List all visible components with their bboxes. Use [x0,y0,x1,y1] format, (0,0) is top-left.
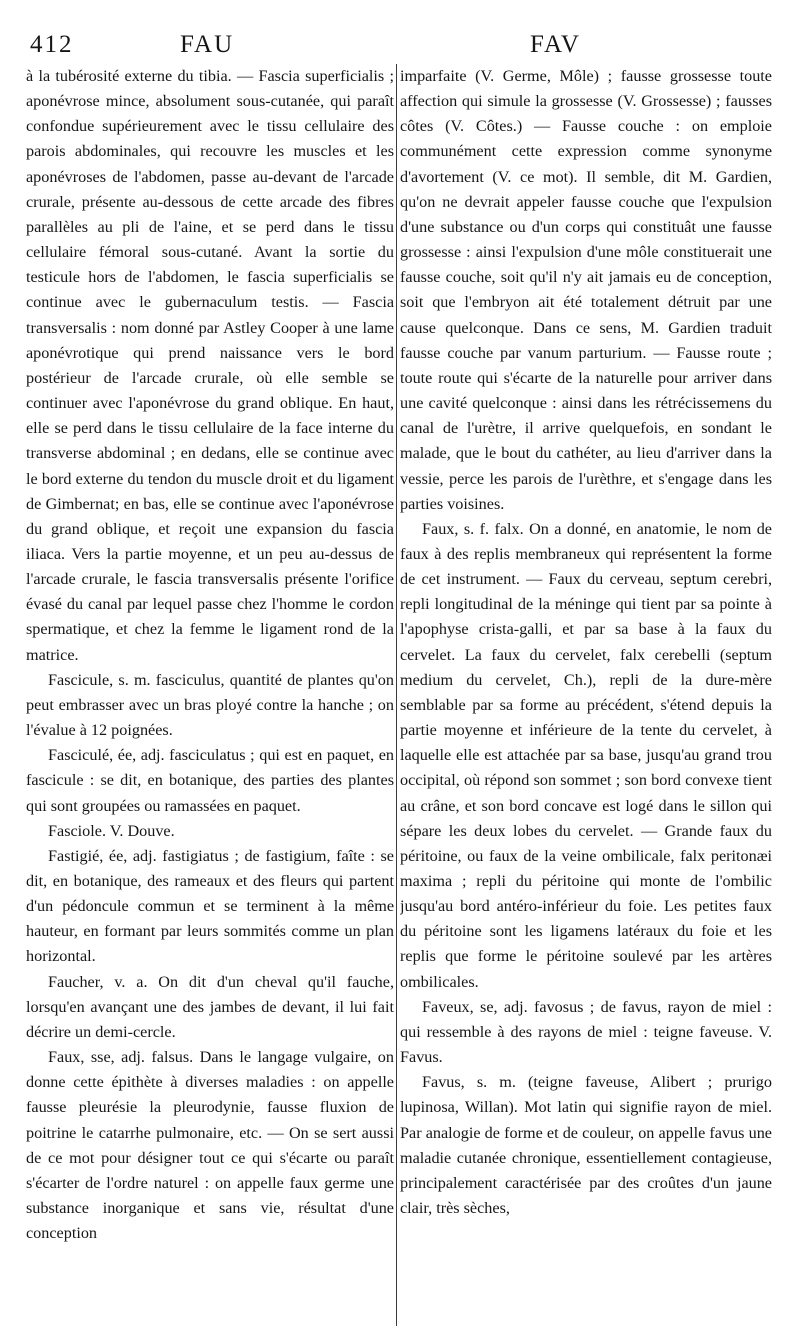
column-divider [396,64,397,1326]
entry-faux-adj-continued: imparfaite (V. Germe, Môle) ; fausse grossesse toute affection qui simule la grossesse (V. Grossesse) ; fausses côtes (V. Côtes.) — Fausse couche : on emploie communément cette expression comme synonyme d'avortement (V. ce mot). Il semble, dit M. Gardien, qu'on ne devrait appeler fausse couche que l'expulsion d'une substance ou d'un corps qui constituât une fausse grossesse : ainsi l'expulsion d'une môle constituerait une fausse couche, soit qu'il n'y ait jamais eu de conception, soit que l'embryon ait été totalement détruit par une cause quelconque. Dans ce sens, M. Gardien traduit fausse couche par vanum parturium. — Fausse route ; toute route qui s'écarte de la naturelle pour arriver dans une cavité quelconque : ainsi dans les rétrécissemens du canal de l'urètre, il arrive quelquefois, en sondant le malade, que le bout du cathéter, au lieu d'arriver dans la vessie, perce les parois de l'urèthre, et s'engage dans les parties voisines. [400,67,772,513]
entry-faveux: Faveux, se, adj. favosus ; de favus, rayon de miel : qui ressemble à des rayons de miel : teigne faveuse. V. Favus. [400,997,772,1067]
entry-faucher: Faucher, v. a. On dit d'un cheval qu'il fauche, lorsqu'en avançant une des jambes de devant, il lui fait décrire un demi-cercle. [26,972,394,1041]
entry-favus: Favus, s. m. (teigne faveuse, Alibert ; prurigo lupinosa, Willan). Mot latin qui signifie rayon de miel. Par analogie de forme et de couleur, on appelle favus une maladie cutanée chronique, essentiellement contagieuse, principalement caractérisée par des croûtes d'un jaune clair, très sèches, [400,1073,772,1218]
entry-faux-noun: Faux, s. f. falx. On a donné, en anatomie, le nom de faux à des replis membraneux qui représentent la forme de cet instrument. — Faux du cerveau, septum cerebri, repli longitudinal de la méninge qui tient par sa pointe à l'apophyse crista-galli, et par sa base à la faux du cervelet. La faux du cervelet, falx cerebelli (septum medium du cervelet, Ch.), repli de la dure-mère semblable par sa forme au précédent, s'étend depuis la partie moyenne et inférieure de la tente du cervelet, à laquelle elle est attachée par sa base, jusqu'au grand trou occipital, où répond son sommet ; son bord convexe tient au crâne, et son bord concave est logé dans le sillon qui sépare les deux lobes du cervelet. — Grande faux du péritoine, ou faux de la veine ombilicale, falx peritonæi maxima ; repli du péritoine qui monte de l'ombilic jusqu'au bord antéro-inférieur du foie. Les petites faux du péritoine sont les ligamens latéraux du foie et les replis que forme le péritoine soulevé par les artères ombilicales. [400,519,772,991]
page-number: 412 [30,31,74,58]
entry-faux-adj: Faux, sse, adj. falsus. Dans le langage vulgaire, on donne cette épithète à diverses maladies : on appelle fausse pleurésie la pleurodynie, fausse fluxion de poitrine le catarrhe pulmonaire, etc. — On se sert aussi de ce mot pour désigner tout ce qui s'écarte ou paraît s'écarter de l'ordre naturel : on appelle faux germe une substance inorganique et sans vie, résultat d'une conception [26,1048,394,1243]
entry-fascia-continued: à la tubérosité externe du tibia. — Fascia superficialis ; aponévrose mince, absolument sous-cutanée, qui paraît confondue supérieurement avec le tissu cellulaire des parois abdominales, qui recouvre les muscles et les aponévroses de l'abdomen, passe au-devant de l'arcade crurale, présente au-dessous de cette arcade des fibres parallèles au pli de l'aine, et se perd dans le tissu cellulaire fémoral sous-cutané. Avant la sortie du testicule hors de l'abdomen, le fascia superficialis se continue avec le gubernaculum testis. — Fascia transversalis : nom donné par Astley Cooper à une lame aponévrotique qui prend naissance vers le bord postérieur de l'arcade crurale, où elle semble se continuer avec l'aponévrose du grand oblique. En haut, elle se perd dans le tissu cellulaire de la face interne du transverse abdominal ; en dedans, elle se continue avec le bord externe du tendon du muscle droit et du ligament de Gimbernat; en bas, elle se continue avec l'aponévrose du grand oblique, et reçoit une expansion du fascia iliaca. Vers la partie moyenne, et un peu au-dessus de l'arcade crurale, le fascia transversalis présente l'orifice évasé du canal par lequel passe chez l'homme le cordon spermatique, et chez la femme le ligament rond de la matrice. [26,67,394,664]
entry-fascicule-adj: Fasciculé, ée, adj. fasciculatus ; qui est en paquet, en fascicule : se dit, en botanique, des parties des plantes qui sont groupées ou ramassées en paquet. [26,746,394,815]
left-running-head: FAU [180,31,235,58]
entry-fastigie: Fastigié, ée, adj. fastigiatus ; de fastigium, faîte : se dit, en botanique, des rameaux et des fleurs qui partent d'un pédoncule commun et se terminent à la même hauteur, en formant par leurs sommités comme un plan horizontal. [26,846,394,966]
right-running-head: FAV [530,31,581,58]
right-column [400,64,772,1334]
entry-fasciole: Fasciole. V. Douve. [48,821,175,840]
left-column [26,64,394,1334]
entry-fascicule: Fascicule, s. m. fasciculus, quantité de plantes qu'on peut embrasser avec un bras ployé contre la hanche ; on l'évalue à 12 poignées. [26,670,394,740]
